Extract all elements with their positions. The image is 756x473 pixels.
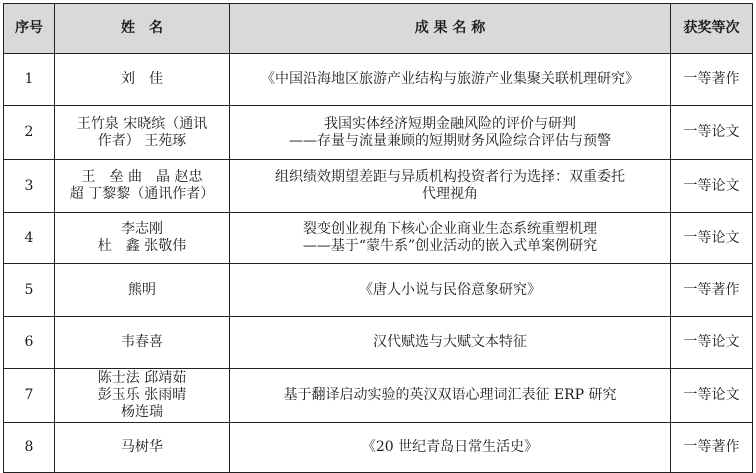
cell-title <box>230 369 671 423</box>
cell-no: 2 <box>4 106 55 160</box>
title-line: 代理视角 <box>422 186 478 202</box>
cell-name <box>55 264 230 317</box>
table-row <box>4 160 753 213</box>
name-line: 李志刚 <box>121 221 163 237</box>
title-line: 我国实体经济短期金融风险的评价与研判 <box>324 115 576 132</box>
name-line: 彭玉乐 张雨晴 <box>97 387 187 403</box>
cell-name <box>55 160 230 213</box>
cell-award: 一等著作 <box>671 423 753 473</box>
awards-table-container <box>3 3 753 473</box>
title-line: ——存量与流量兼顾的短期财务风险综合评估与预警 <box>289 132 611 149</box>
title-line: ——基于“蒙牛系”创业活动的嵌入式单案例研究 <box>302 238 598 254</box>
cell-award: 一等著作 <box>671 264 753 317</box>
cell-name <box>55 423 230 473</box>
cell-title <box>230 106 671 160</box>
cell-title <box>230 317 671 369</box>
name-line: 作者） 王苑琢 <box>97 132 187 149</box>
name-line: 马树华 <box>121 439 163 455</box>
header-name: 姓 名 <box>55 4 230 54</box>
cell-name <box>55 317 230 369</box>
cell-no: 1 <box>4 54 55 106</box>
table-row <box>4 317 753 369</box>
title-line: 组织绩效期望差距与异质机构投资者行为选择：双重委托 <box>275 169 625 185</box>
cell-name <box>55 213 230 264</box>
cell-title <box>230 54 671 106</box>
name-line: 杨连瑞 <box>121 404 163 420</box>
table-row <box>4 369 753 423</box>
cell-title <box>230 213 671 264</box>
cell-no: 3 <box>4 160 55 213</box>
title-line: 《中国沿海地区旅游产业结构与旅游产业集聚关联机理研究》 <box>261 71 639 87</box>
title-line: 基于翻译启动实验的英汉双语心理词汇表征 ERP 研究 <box>283 387 617 403</box>
name-line: 王竹泉 宋晓缤（通讯 <box>76 115 208 132</box>
cell-no: 7 <box>4 369 55 423</box>
cell-award: 一等著作 <box>671 54 753 106</box>
table-row <box>4 106 753 160</box>
cell-name <box>55 369 230 423</box>
table-header-row <box>4 4 753 54</box>
cell-award: 一等论文 <box>671 369 753 423</box>
cell-no: 5 <box>4 264 55 317</box>
header-title: 成 果 名 称 <box>230 4 671 54</box>
awards-table <box>3 3 753 473</box>
cell-title <box>230 423 671 473</box>
title-line: 汉代赋选与大赋文本特征 <box>373 334 527 350</box>
name-line: 陈士法 邱靖茹 <box>97 370 187 386</box>
header-award: 获奖等次 <box>671 4 753 54</box>
cell-name <box>55 54 230 106</box>
name-line: 王 垒 曲 晶 赵忠 <box>81 169 203 185</box>
name-line: 韦春喜 <box>121 334 163 350</box>
table-row <box>4 54 753 106</box>
cell-no: 8 <box>4 423 55 473</box>
table-row <box>4 423 753 473</box>
cell-title <box>230 264 671 317</box>
table-row <box>4 213 753 264</box>
name-line: 杜 鑫 张敬伟 <box>97 238 187 254</box>
cell-award: 一等论文 <box>671 213 753 264</box>
title-line: 《20 世纪青岛日常生活史》 <box>361 439 539 455</box>
name-line: 超 丁黎黎（通讯作者） <box>69 186 215 202</box>
title-line: 裂变创业视角下核心企业商业生态系统重塑机理 <box>303 221 597 237</box>
title-line: 《唐人小说与民俗意象研究》 <box>359 281 541 298</box>
cell-name <box>55 106 230 160</box>
cell-award: 一等论文 <box>671 106 753 160</box>
cell-award: 一等论文 <box>671 317 753 369</box>
cell-title <box>230 160 671 213</box>
header-no: 序号 <box>4 4 55 54</box>
name-line: 刘 佳 <box>121 71 163 87</box>
name-line: 熊明 <box>128 281 156 298</box>
table-row <box>4 264 753 317</box>
cell-no: 4 <box>4 213 55 264</box>
cell-no: 6 <box>4 317 55 369</box>
cell-award: 一等论文 <box>671 160 753 213</box>
